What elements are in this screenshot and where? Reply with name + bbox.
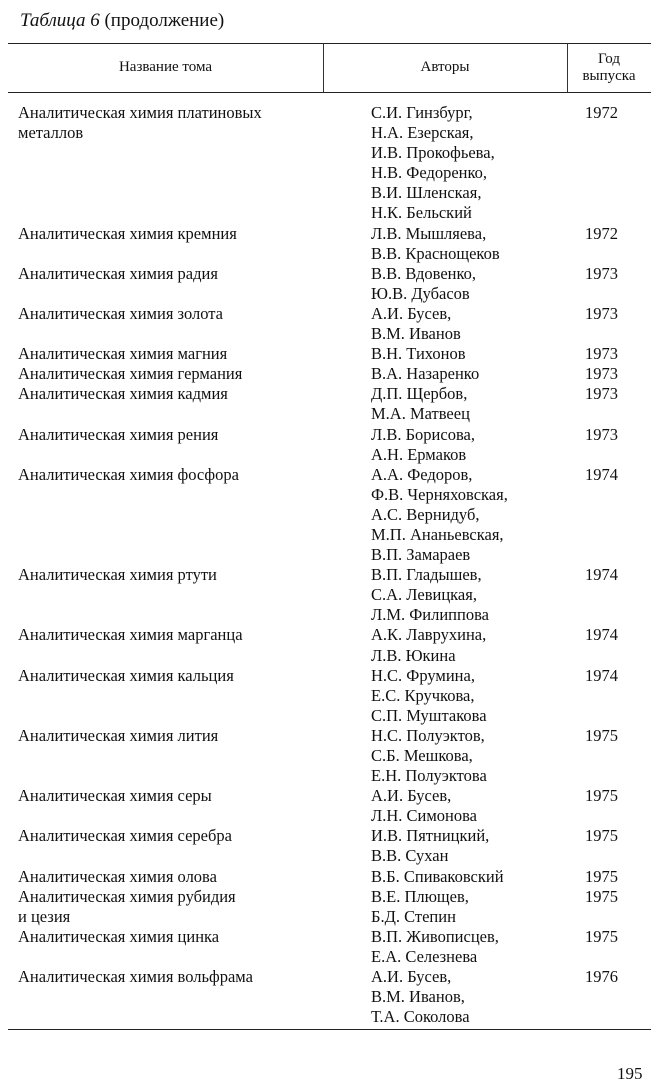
table-row — [0, 103, 653, 224]
table-row — [0, 887, 653, 927]
volume-year: 1974 — [585, 625, 618, 645]
volume-year: 1975 — [585, 926, 618, 946]
table-header-rule — [8, 92, 651, 93]
volume-title: Аналитическая химия рубидия и цезия — [18, 886, 236, 926]
volume-title: Аналитическая химия ртути — [18, 565, 217, 585]
volume-year: 1975 — [585, 725, 618, 745]
volume-title: Аналитическая химия магния — [18, 344, 228, 364]
column-header-name: Название тома — [118, 59, 213, 75]
volume-authors: В.П. Гладышев, С.А. Левицкая, Л.М. Филиппова — [371, 565, 489, 625]
volume-title: Аналитическая химия олова — [18, 866, 217, 886]
table-row — [0, 826, 653, 866]
column-header-authors: Авторы — [420, 59, 470, 75]
table-row — [0, 384, 653, 424]
table-caption-continuation: (продолжение) — [99, 10, 225, 31]
volume-year: 1975 — [585, 866, 618, 886]
table-row — [0, 364, 653, 384]
volume-authors: И.В. Пятницкий, В.В. Сухан — [371, 826, 490, 866]
table-row — [0, 625, 653, 665]
table-row — [0, 224, 653, 264]
volume-authors: В.П. Живописцев, Е.А. Селезнева — [371, 926, 499, 966]
volume-title: Аналитическая химия фосфора — [18, 464, 239, 484]
table-row — [0, 726, 653, 786]
table-row — [0, 304, 653, 344]
volume-year: 1972 — [585, 103, 618, 122]
volume-year: 1973 — [585, 384, 618, 404]
volume-title: Аналитическая химия кальция — [18, 665, 234, 685]
volume-title: Аналитическая химия золота — [18, 303, 224, 323]
volume-authors: С.И. Гинзбург, Н.А. Езерская, И.В. Прокофьева, Н.В. Федоренко, В.И. Шленская, Н.К. Бельский — [371, 103, 495, 223]
volume-title: Аналитическая химия лития — [18, 725, 219, 745]
volume-title: Аналитическая химия вольфрама — [18, 967, 253, 987]
volume-title: Аналитическая химия серы — [18, 786, 212, 806]
volume-authors: А.И. Бусев, Л.Н. Симонова — [371, 786, 477, 826]
table-row — [0, 344, 653, 364]
volume-year: 1974 — [585, 565, 618, 585]
column-header-year: Год выпуска — [582, 50, 636, 84]
volume-title: Аналитическая химия германия — [18, 364, 243, 384]
volume-title: Аналитическая химия кадмия — [18, 384, 228, 404]
table-row — [0, 465, 653, 565]
table-row — [0, 867, 653, 887]
table-row — [0, 565, 653, 625]
volume-authors: В.Н. Тихонов — [371, 344, 466, 364]
volume-title: Аналитическая химия марганца — [18, 625, 243, 645]
volume-authors: А.И. Бусев, В.М. Иванов, Т.А. Соколова — [371, 967, 470, 1027]
volume-authors: Н.С. Полуэктов, С.Б. Мешкова, Е.Н. Полуэктова — [371, 725, 487, 786]
volume-authors: В.А. Назаренко — [371, 364, 480, 384]
table-row — [0, 425, 653, 465]
table-caption — [20, 8, 224, 34]
table-body — [0, 103, 653, 1027]
volume-title: Аналитическая химия кремния — [18, 223, 237, 243]
volume-year: 1973 — [585, 344, 618, 364]
volume-year: 1975 — [585, 826, 618, 846]
volume-authors: Н.С. Фрумина, Е.С. Кручкова, С.П. Муштакова — [371, 665, 487, 725]
table-row — [0, 927, 653, 967]
volume-year: 1974 — [585, 665, 618, 685]
volume-authors: Д.П. Щербов, М.А. Матвеец — [371, 384, 470, 424]
volume-authors: Л.В. Борисова, А.Н. Ермаков — [371, 424, 475, 464]
volume-year: 1975 — [585, 786, 618, 806]
volume-title: Аналитическая химия цинка — [18, 926, 220, 946]
volume-title: Аналитическая химия серебра — [18, 826, 232, 846]
table-row — [0, 967, 653, 1027]
table-caption-label: Таблица 6 — [20, 10, 100, 31]
volume-year: 1973 — [585, 263, 618, 283]
volume-year: 1973 — [585, 364, 618, 384]
table-row — [0, 786, 653, 826]
volume-authors: В.Е. Плющев, Б.Д. Степин — [371, 886, 469, 926]
volume-title: Аналитическая химия радия — [18, 263, 218, 283]
volume-authors: А.А. Федоров, Ф.В. Черняховская, А.С. Вернидуб, М.П. Ананьевская, В.П. Замараев — [371, 464, 508, 565]
volume-authors: В.В. Вдовенко, Ю.В. Дубасов — [371, 263, 477, 303]
table-row — [0, 666, 653, 726]
table-bottom-rule — [8, 1029, 651, 1030]
volume-title: Аналитическая химия рения — [18, 424, 219, 444]
table-row — [0, 264, 653, 304]
volume-year: 1976 — [585, 967, 618, 987]
volume-year: 1973 — [585, 424, 618, 444]
volume-authors: А.К. Лаврухина, Л.В. Юкина — [371, 625, 487, 665]
page-number: 195 — [617, 1064, 643, 1083]
volume-authors: Л.В. Мышляева, В.В. Краснощеков — [371, 223, 500, 263]
volume-authors: А.И. Бусев, В.М. Иванов — [371, 303, 461, 344]
volume-year: 1974 — [585, 464, 618, 484]
volume-year: 1973 — [585, 303, 618, 323]
volume-year: 1972 — [585, 223, 618, 243]
volume-title: Аналитическая химия платиновых металлов — [18, 103, 262, 143]
volume-authors: В.Б. Спиваковский — [371, 866, 504, 886]
volume-year: 1975 — [585, 886, 618, 906]
